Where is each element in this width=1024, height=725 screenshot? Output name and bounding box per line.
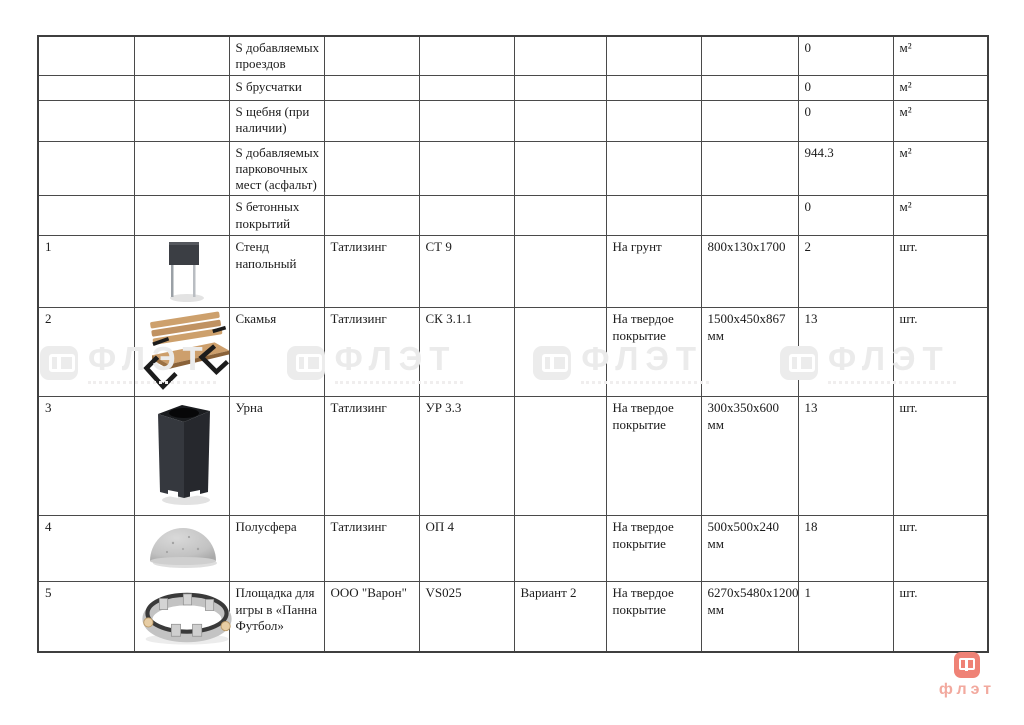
- item-name-cell: S щебня (при наличии): [229, 100, 324, 141]
- item-name-cell: S бетонных покрытий: [229, 196, 324, 236]
- variant-cell: [514, 100, 606, 141]
- item-name-cell: S брусчатки: [229, 75, 324, 100]
- manufacturer-cell: [324, 141, 419, 196]
- row-number-cell: 3: [38, 397, 134, 516]
- manufacturer-cell: Татлизинг: [324, 236, 419, 308]
- placement-cell: [606, 141, 701, 196]
- product-image-cell: [134, 516, 229, 582]
- quantity-cell: 13: [798, 308, 893, 397]
- table-row: [38, 196, 988, 236]
- brand-logo-icon: [954, 652, 980, 678]
- unit-cell: шт.: [893, 308, 988, 397]
- row-number-cell: 1: [38, 236, 134, 308]
- watermark-text: ФЛЭТ: [581, 340, 704, 377]
- placement-cell: На твердое покрытие: [606, 397, 701, 516]
- unit-cell: шт.: [893, 516, 988, 582]
- item-name-cell: Полусфера: [229, 516, 324, 582]
- specification-table: [37, 35, 989, 653]
- manufacturer-cell: [324, 100, 419, 141]
- variant-cell: Вариант 2: [514, 582, 606, 652]
- table-row: [38, 236, 988, 308]
- quantity-cell: 13: [798, 397, 893, 516]
- placement-cell: На твердое покрытие: [606, 582, 701, 652]
- quantity-cell: 0: [798, 75, 893, 100]
- unit-cell: м²: [893, 196, 988, 236]
- product-image-cell: [134, 582, 229, 652]
- quantity-cell: 0: [798, 100, 893, 141]
- urn-image: [148, 400, 218, 508]
- item-name-cell: Урна: [229, 397, 324, 516]
- manufacturer-cell: Татлизинг: [324, 397, 419, 516]
- product-image-cell: [134, 397, 229, 516]
- variant-cell: [514, 75, 606, 100]
- model-cell: [419, 75, 514, 100]
- hemisphere-image: [143, 519, 223, 571]
- quantity-cell: 944.3: [798, 141, 893, 196]
- model-cell: СТ 9: [419, 236, 514, 308]
- dimensions-cell: [701, 36, 798, 75]
- variant-cell: [514, 236, 606, 308]
- variant-cell: [514, 196, 606, 236]
- brand-name: флэт: [938, 681, 996, 698]
- placement-cell: На грунт: [606, 236, 701, 308]
- dimensions-cell: [701, 196, 798, 236]
- dimensions-cell: [701, 75, 798, 100]
- row-number-cell: 2: [38, 308, 134, 397]
- unit-cell: м²: [893, 75, 988, 100]
- model-cell: VS025: [419, 582, 514, 652]
- manufacturer-cell: [324, 75, 419, 100]
- product-image-cell: [134, 196, 229, 236]
- model-cell: [419, 100, 514, 141]
- item-name-cell: S добавляемых парковочных мест (асфальт): [229, 141, 324, 196]
- variant-cell: [514, 516, 606, 582]
- model-cell: СК 3.1.1: [419, 308, 514, 397]
- unit-cell: шт.: [893, 236, 988, 308]
- model-cell: [419, 141, 514, 196]
- row-number-cell: [38, 75, 134, 100]
- manufacturer-cell: Татлизинг: [324, 308, 419, 397]
- variant-cell: [514, 308, 606, 397]
- dimensions-cell: 1500х450х867 мм: [701, 308, 798, 397]
- bench-image: [141, 311, 233, 394]
- placement-cell: [606, 75, 701, 100]
- panna-arena-image: [141, 585, 233, 647]
- unit-cell: шт.: [893, 582, 988, 652]
- row-number-cell: 4: [38, 516, 134, 582]
- row-number-cell: 5: [38, 582, 134, 652]
- placement-cell: На твердое покрытие: [606, 516, 701, 582]
- placement-cell: [606, 100, 701, 141]
- unit-cell: м²: [893, 100, 988, 141]
- variant-cell: [514, 36, 606, 75]
- watermark-text: ФЛЭТ: [334, 340, 457, 377]
- table-row: [38, 100, 988, 141]
- quantity-cell: 18: [798, 516, 893, 582]
- unit-cell: м²: [893, 36, 988, 75]
- dimensions-cell: [701, 141, 798, 196]
- table-row: [38, 516, 988, 582]
- table-row: [38, 397, 988, 516]
- watermark-text: ФЛЭТ: [827, 340, 950, 377]
- dimensions-cell: 300х350х600 мм: [701, 397, 798, 516]
- dimensions-cell: [701, 100, 798, 141]
- unit-cell: шт.: [893, 397, 988, 516]
- row-number-cell: [38, 100, 134, 141]
- item-name-cell: Стенд напольный: [229, 236, 324, 308]
- unit-cell: м²: [893, 141, 988, 196]
- table-row: [38, 308, 988, 397]
- product-image-cell: [134, 236, 229, 308]
- table-row: [38, 141, 988, 196]
- product-image-cell: [134, 100, 229, 141]
- dimensions-cell: 500х500х240 мм: [701, 516, 798, 582]
- manufacturer-cell: ООО "Варон": [324, 582, 419, 652]
- floor-stand-image: [141, 239, 225, 305]
- placement-cell: [606, 36, 701, 75]
- product-image-cell: [134, 36, 229, 75]
- product-image-cell: [134, 75, 229, 100]
- watermark-text: ФЛЭТ: [88, 340, 210, 377]
- table-row: [38, 75, 988, 100]
- quantity-cell: 1: [798, 582, 893, 652]
- model-cell: УР 3.3: [419, 397, 514, 516]
- dimensions-cell: 6270х5480х1200 мм: [701, 582, 798, 652]
- manufacturer-cell: [324, 196, 419, 236]
- table-row: [38, 582, 988, 652]
- model-cell: [419, 196, 514, 236]
- manufacturer-cell: [324, 36, 419, 75]
- product-image-cell: [134, 141, 229, 196]
- quantity-cell: 2: [798, 236, 893, 308]
- variant-cell: [514, 397, 606, 516]
- model-cell: ОП 4: [419, 516, 514, 582]
- quantity-cell: 0: [798, 196, 893, 236]
- row-number-cell: [38, 36, 134, 75]
- item-name-cell: Скамья: [229, 308, 324, 397]
- product-image-cell: [134, 308, 229, 397]
- placement-cell: [606, 196, 701, 236]
- item-name-cell: Площадка для игры в «Панна Футбол»: [229, 582, 324, 652]
- row-number-cell: [38, 141, 134, 196]
- model-cell: [419, 36, 514, 75]
- variant-cell: [514, 141, 606, 196]
- quantity-cell: 0: [798, 36, 893, 75]
- dimensions-cell: 800х130х1700: [701, 236, 798, 308]
- manufacturer-cell: Татлизинг: [324, 516, 419, 582]
- row-number-cell: [38, 196, 134, 236]
- table-row: [38, 36, 988, 75]
- item-name-cell: S добавляемых проездов: [229, 36, 324, 75]
- brand-logo: [932, 652, 1002, 699]
- placement-cell: На твердое покрытие: [606, 308, 701, 397]
